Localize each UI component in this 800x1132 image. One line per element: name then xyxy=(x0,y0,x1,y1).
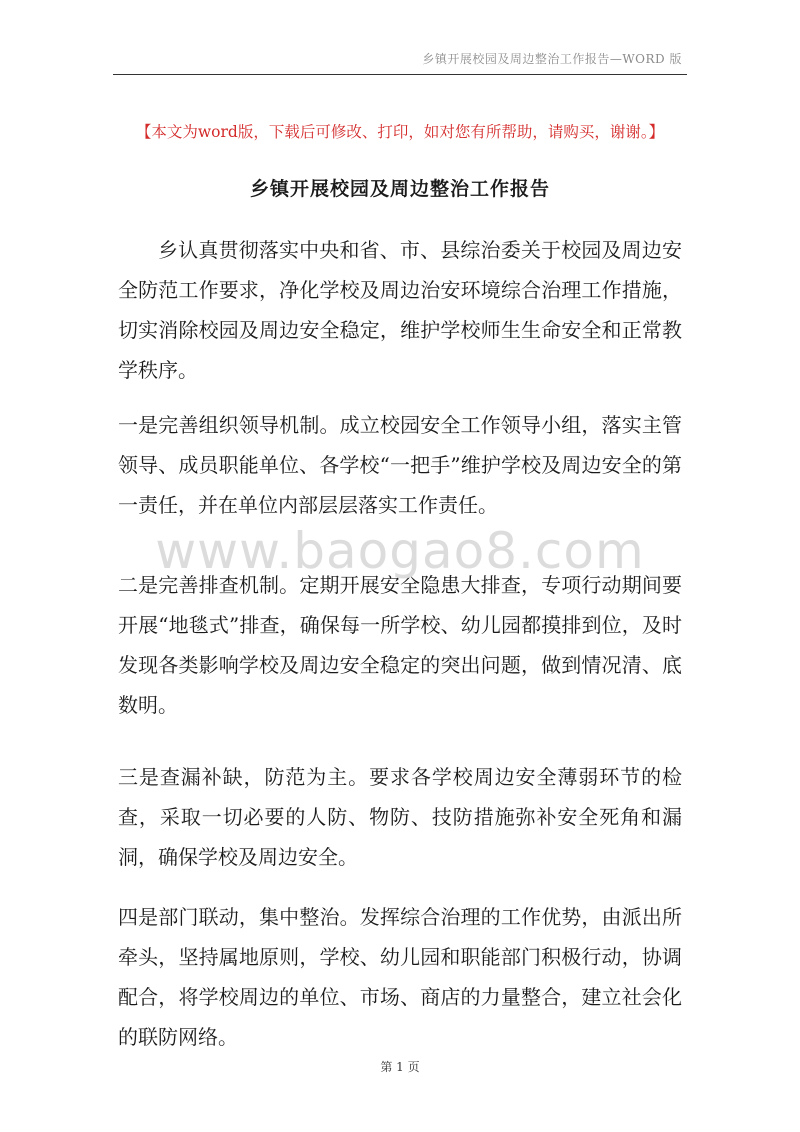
body-paragraph-3: 三是查漏补缺，防范为主。要求各学校周边安全薄弱环节的检查，采取一切必要的人防、物防、技防措施弥补安全死角和漏洞，确保学校及周边安全。 xyxy=(118,765,682,869)
site-watermark: www.baogao8.com xyxy=(155,522,645,580)
intro-paragraph: 乡认真贯彻落实中央和省、市、县综治委关于校园及周边安全防范工作要求，净化学校及周边治安环境综合治理工作措施，切实消除校园及周边安全稳定，维护学校师生生命安全和正常教学秩序。 xyxy=(118,238,682,382)
document-title: 乡镇开展校园及周边整治工作报告 xyxy=(249,178,550,200)
running-header: 乡镇开展校园及周边整治工作报告—WORD 版 xyxy=(422,52,682,66)
header-divider xyxy=(113,74,687,75)
body-paragraph-1: 一是完善组织领导机制。成立校园安全工作领导小组，落实主管领导、成员职能单位、各学校“一把手”维护学校及周边安全的第一责任，并在单位内部层层落实工作责任。 xyxy=(118,413,682,517)
page-number: 第 1 页 xyxy=(380,1060,420,1074)
body-paragraph-2: 二是完善排查机制。定期开展安全隐患大排查，专项行动期间要开展“地毯式”排查，确保每一所学校、幼儿园都摸排到位，及时发现各类影响学校及周边安全稳定的突出问题，做到情况清、底数明。 xyxy=(118,573,682,717)
body-paragraph-4: 四是部门联动，集中整治。发挥综合治理的工作优势，由派出所牵头，坚持属地原则，学校、幼儿园和职能部门积极行动，协调配合，将学校周边的单位、市场、商店的力量整合，建立社会化的联防网络。 xyxy=(118,905,682,1049)
download-notice: 【本文为word版，下载后可修改、打印，如对您有所帮助，请购买，谢谢。】 xyxy=(135,123,665,141)
